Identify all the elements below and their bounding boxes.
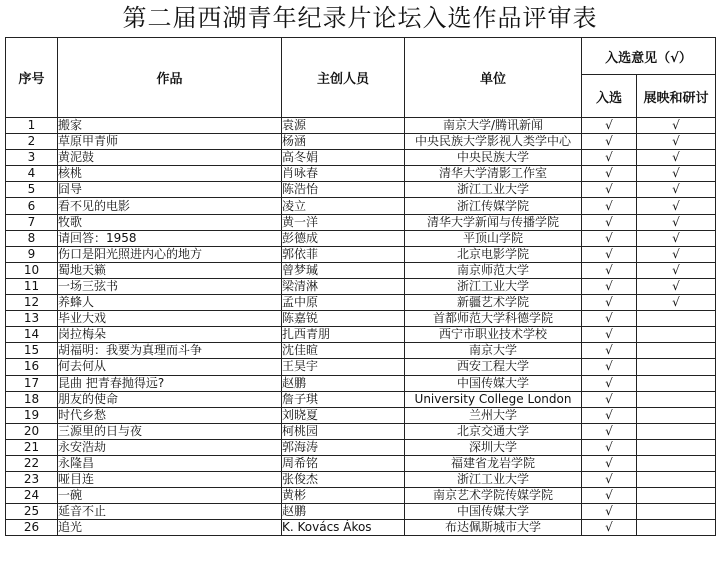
screening-mark (637, 472, 716, 488)
institution: 平顶山学院 (405, 230, 582, 246)
creator-name: 刘晓夏 (282, 407, 405, 423)
work-title: 请回答：1958 (58, 230, 282, 246)
screening-mark: √ (637, 214, 716, 230)
creator-name: 沈佳暄 (282, 343, 405, 359)
table-row (6, 246, 716, 262)
creator-name: 黄彬 (282, 488, 405, 504)
header-selected: 入选 (582, 75, 637, 118)
institution: 中国传媒大学 (405, 375, 582, 391)
institution: 南京艺术学院传媒学院 (405, 488, 582, 504)
institution: 深圳大学 (405, 439, 582, 455)
work-title: 追光 (58, 520, 282, 536)
table-row (6, 407, 716, 423)
row-number: 12 (6, 295, 58, 311)
institution: 清华大学清影工作室 (405, 166, 582, 182)
creator-name: 黄一洋 (282, 214, 405, 230)
header-work: 作品 (58, 38, 282, 118)
creator-name: 肖咏春 (282, 166, 405, 182)
page-title: 第二届西湖青年纪录片论坛入选作品评审表 (122, 4, 598, 32)
header-unit: 单位 (405, 38, 582, 118)
work-title: 核桃 (58, 166, 282, 182)
row-number: 9 (6, 246, 58, 262)
institution: 西安工程大学 (405, 359, 582, 375)
row-number: 26 (6, 520, 58, 536)
work-title: 朋友的使命 (58, 391, 282, 407)
creator-name: 扎西青朋 (282, 327, 405, 343)
screening-mark (637, 375, 716, 391)
selected-mark: √ (582, 520, 637, 536)
institution: 南京大学/腾讯新闻 (405, 118, 582, 134)
row-number: 8 (6, 230, 58, 246)
creator-name: 凌立 (282, 198, 405, 214)
creator-name: 高冬娟 (282, 150, 405, 166)
creator-name: 詹子琪 (282, 391, 405, 407)
institution: 南京大学 (405, 343, 582, 359)
selected-mark: √ (582, 455, 637, 471)
table-row (6, 214, 716, 230)
table-row (6, 439, 716, 455)
institution: 首都师范大学科德学院 (405, 311, 582, 327)
selected-mark: √ (582, 391, 637, 407)
institution: 西宁市职业技术学校 (405, 327, 582, 343)
work-title: 胡福明：我要为真理而斗争 (58, 343, 282, 359)
creator-name: 孟中原 (282, 295, 405, 311)
work-title: 岗拉梅朵 (58, 327, 282, 343)
selected-mark: √ (582, 118, 637, 134)
creator-name: 张俊杰 (282, 472, 405, 488)
screening-mark: √ (637, 118, 716, 134)
screening-mark: √ (637, 262, 716, 278)
work-title: 看不见的电影 (58, 198, 282, 214)
institution: 兰州大学 (405, 407, 582, 423)
work-title: 蜀地天籁 (58, 262, 282, 278)
creator-name: 曾梦瑊 (282, 262, 405, 278)
selected-mark: √ (582, 246, 637, 262)
institution: 浙江传媒学院 (405, 198, 582, 214)
row-number: 17 (6, 375, 58, 391)
work-title: 养蜂人 (58, 295, 282, 311)
row-number: 24 (6, 488, 58, 504)
table-row (6, 166, 716, 182)
creator-name: 王昊宇 (282, 359, 405, 375)
work-title: 牧歌 (58, 214, 282, 230)
screening-mark: √ (637, 246, 716, 262)
institution: 南京师范大学 (405, 262, 582, 278)
selected-mark: √ (582, 150, 637, 166)
work-title: 永隆昌 (58, 455, 282, 471)
table-row (6, 182, 716, 198)
work-title: 一场三弦书 (58, 278, 282, 294)
institution: 新疆艺术学院 (405, 295, 582, 311)
row-number: 2 (6, 134, 58, 150)
work-title: 延音不止 (58, 504, 282, 520)
header-screening: 展映和研讨 (637, 75, 716, 118)
selected-mark: √ (582, 311, 637, 327)
work-title: 何去何从 (58, 359, 282, 375)
row-number: 16 (6, 359, 58, 375)
table-row (6, 359, 716, 375)
creator-name: 杨涵 (282, 134, 405, 150)
row-number: 22 (6, 455, 58, 471)
row-number: 13 (6, 311, 58, 327)
selected-mark: √ (582, 504, 637, 520)
screening-mark: √ (637, 198, 716, 214)
screening-mark (637, 520, 716, 536)
table-row (6, 311, 716, 327)
table-row (6, 230, 716, 246)
table-row (6, 327, 716, 343)
header-no: 序号 (6, 38, 58, 118)
work-title: 哑目连 (58, 472, 282, 488)
table-row (6, 391, 716, 407)
table-row (6, 488, 716, 504)
table-row (6, 295, 716, 311)
selected-mark: √ (582, 262, 637, 278)
row-number: 25 (6, 504, 58, 520)
screening-mark (637, 311, 716, 327)
row-number: 15 (6, 343, 58, 359)
screening-mark: √ (637, 295, 716, 311)
table-row (6, 150, 716, 166)
row-number: 5 (6, 182, 58, 198)
selected-mark: √ (582, 343, 637, 359)
header-opinion: 入选意见（√） (582, 38, 716, 75)
table-row (6, 278, 716, 294)
table-row (6, 455, 716, 471)
screening-mark (637, 359, 716, 375)
row-number: 10 (6, 262, 58, 278)
header-creator: 主创人员 (282, 38, 405, 118)
selected-mark: √ (582, 423, 637, 439)
selected-mark: √ (582, 327, 637, 343)
work-title: 时代乡愁 (58, 407, 282, 423)
creator-name: 赵鹏 (282, 504, 405, 520)
selected-mark: √ (582, 214, 637, 230)
institution: 北京电影学院 (405, 246, 582, 262)
row-number: 3 (6, 150, 58, 166)
screening-mark (637, 407, 716, 423)
row-number: 4 (6, 166, 58, 182)
table-row (6, 423, 716, 439)
institution: 浙江工业大学 (405, 472, 582, 488)
selected-mark: √ (582, 407, 637, 423)
row-number: 18 (6, 391, 58, 407)
work-title: 三源里的日与夜 (58, 423, 282, 439)
table-row (6, 472, 716, 488)
table-body (6, 118, 716, 536)
creator-name: 袁源 (282, 118, 405, 134)
row-number: 1 (6, 118, 58, 134)
screening-mark: √ (637, 182, 716, 198)
selected-mark: √ (582, 439, 637, 455)
creator-name: 陈浩怡 (282, 182, 405, 198)
screening-mark (637, 439, 716, 455)
selected-mark: √ (582, 295, 637, 311)
screening-mark (637, 423, 716, 439)
table-row (6, 520, 716, 536)
row-number: 19 (6, 407, 58, 423)
institution: 中央民族大学影视人类学中心 (405, 134, 582, 150)
table-row (6, 134, 716, 150)
selected-mark: √ (582, 472, 637, 488)
selected-mark: √ (582, 166, 637, 182)
creator-name: 郭海涛 (282, 439, 405, 455)
institution: University College London (405, 391, 582, 407)
creator-name: K. Kovács Ákos (282, 520, 405, 536)
row-number: 11 (6, 278, 58, 294)
creator-name: 陈嘉锐 (282, 311, 405, 327)
row-number: 23 (6, 472, 58, 488)
row-number: 14 (6, 327, 58, 343)
institution: 浙江工业大学 (405, 182, 582, 198)
row-number: 7 (6, 214, 58, 230)
screening-mark: √ (637, 230, 716, 246)
work-title: 昆曲 把青春抛得远? (58, 375, 282, 391)
institution: 福建省龙岩学院 (405, 455, 582, 471)
selected-mark: √ (582, 182, 637, 198)
selected-mark: √ (582, 359, 637, 375)
institution: 浙江工业大学 (405, 278, 582, 294)
selected-mark: √ (582, 230, 637, 246)
selected-mark: √ (582, 134, 637, 150)
work-title: 伤口是阳光照进内心的地方 (58, 246, 282, 262)
screening-mark (637, 455, 716, 471)
creator-name: 彭德成 (282, 230, 405, 246)
table-row (6, 375, 716, 391)
table-row (6, 198, 716, 214)
work-title: 黄泥鼓 (58, 150, 282, 166)
screening-mark: √ (637, 134, 716, 150)
screening-mark (637, 343, 716, 359)
institution: 布达佩斯城市大学 (405, 520, 582, 536)
institution: 中国传媒大学 (405, 504, 582, 520)
table-row (6, 343, 716, 359)
work-title: 永安浩劫 (58, 439, 282, 455)
creator-name: 赵鹏 (282, 375, 405, 391)
work-title: 草原甲青师 (58, 134, 282, 150)
institution: 北京交通大学 (405, 423, 582, 439)
screening-mark (637, 504, 716, 520)
creator-name: 梁清淋 (282, 278, 405, 294)
selected-mark: √ (582, 488, 637, 504)
selected-mark: √ (582, 198, 637, 214)
creator-name: 周希铭 (282, 455, 405, 471)
institution: 清华大学新闻与传播学院 (405, 214, 582, 230)
creator-name: 柯桃园 (282, 423, 405, 439)
screening-mark (637, 391, 716, 407)
institution: 中央民族大学 (405, 150, 582, 166)
screening-mark: √ (637, 150, 716, 166)
row-number: 21 (6, 439, 58, 455)
screening-mark (637, 488, 716, 504)
screening-mark: √ (637, 278, 716, 294)
selected-mark: √ (582, 375, 637, 391)
screening-mark: √ (637, 166, 716, 182)
row-number: 20 (6, 423, 58, 439)
screening-mark (637, 327, 716, 343)
table-row (6, 504, 716, 520)
creator-name: 郭依菲 (282, 246, 405, 262)
selected-mark: √ (582, 278, 637, 294)
review-table (5, 37, 716, 536)
work-title: 毕业大戏 (58, 311, 282, 327)
table-row (6, 262, 716, 278)
work-title: 囧导 (58, 182, 282, 198)
work-title: 一碗 (58, 488, 282, 504)
row-number: 6 (6, 198, 58, 214)
table-row (6, 118, 716, 134)
work-title: 搬家 (58, 118, 282, 134)
